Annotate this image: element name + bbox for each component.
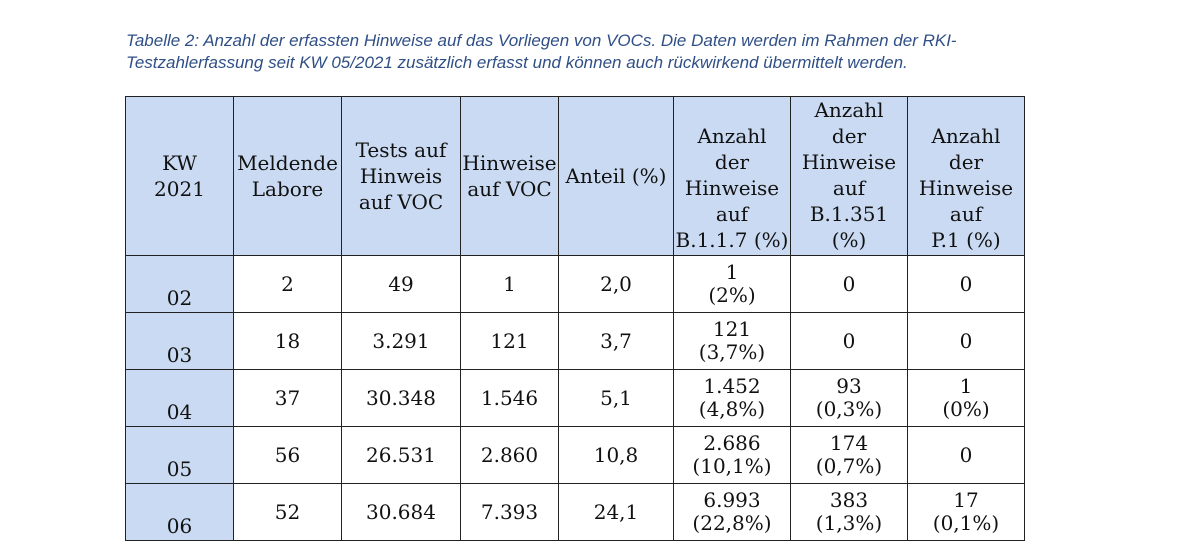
cell-hinweise: 1 — [461, 256, 559, 313]
cell-b117 — [674, 256, 791, 313]
cell-p1-line: 17 — [953, 488, 979, 512]
table-row — [126, 484, 1025, 541]
header-p1-line: Hinweise — [918, 176, 1014, 200]
cell-b117-line: 6.993 — [703, 488, 761, 512]
cell-hinweise: 1.546 — [461, 370, 559, 427]
cell-kw: 06 — [126, 484, 234, 541]
cell-p1-line: 0 — [959, 442, 973, 467]
cell-tests: 30.684 — [342, 484, 461, 541]
table-body — [126, 256, 1025, 541]
header-tests-line: Tests auf — [355, 138, 447, 162]
cell-b117-line: (22,8%) — [692, 511, 772, 535]
header-hinweise — [461, 97, 559, 256]
header-p1-line: Anzahl — [931, 124, 1001, 148]
header-b117-line: auf — [715, 202, 749, 226]
header-p1-line: der — [948, 150, 984, 174]
cell-kw: 04 — [126, 370, 234, 427]
cell-b1351 — [791, 484, 908, 541]
header-tests-line: Hinweis — [359, 164, 443, 188]
cell-anteil: 24,1 — [559, 484, 674, 541]
cell-anteil: 3,7 — [559, 313, 674, 370]
header-kw-line: KW — [162, 151, 197, 175]
cell-b1351-line: 383 — [829, 488, 869, 512]
header-b1351-line: Anzahl — [814, 98, 884, 122]
cell-b117-line: (3,7%) — [698, 340, 766, 364]
header-b1351-line: der — [831, 124, 867, 148]
cell-b1351 — [791, 256, 908, 313]
cell-tests: 3.291 — [342, 313, 461, 370]
table-row — [126, 427, 1025, 484]
cell-b117 — [674, 370, 791, 427]
cell-hinweise: 2.860 — [461, 427, 559, 484]
cell-p1 — [908, 256, 1025, 313]
cell-tests: 30.348 — [342, 370, 461, 427]
cell-b1351 — [791, 427, 908, 484]
voc-table — [125, 96, 1025, 541]
cell-b117-line: 1 — [725, 260, 739, 284]
header-b1351-line: B.1.351 (%) — [809, 202, 889, 252]
header-b117-line: der — [714, 150, 750, 174]
header-p1-line: P.1 (%) — [931, 228, 1001, 252]
cell-labore: 37 — [234, 370, 342, 427]
cell-anteil: 5,1 — [559, 370, 674, 427]
header-labore — [234, 97, 342, 256]
cell-b1351 — [791, 370, 908, 427]
cell-labore: 56 — [234, 427, 342, 484]
table-caption — [126, 30, 1126, 74]
cell-p1-line: 1 — [959, 374, 973, 398]
cell-p1 — [908, 427, 1025, 484]
header-b1351-line: Hinweise — [801, 150, 897, 174]
cell-p1-line: (0,1%) — [932, 511, 1000, 535]
cell-p1 — [908, 370, 1025, 427]
cell-b1351-line: 93 — [836, 374, 862, 398]
cell-b117-line: 121 — [712, 317, 752, 341]
cell-b117 — [674, 484, 791, 541]
cell-p1 — [908, 484, 1025, 541]
header-kw — [126, 97, 234, 256]
cell-b117-line: (2%) — [708, 283, 756, 307]
caption-line-2: Testzahlerfassung seit KW 05/2021 zusätzlich erfasst und können auch rückwirkend übermittelt werden. — [126, 53, 908, 72]
header-kw-line: 2021 — [154, 177, 205, 201]
cell-b117-line: 1.452 — [703, 374, 761, 398]
cell-b1351-line: 0 — [842, 271, 856, 296]
cell-p1-line: 0 — [959, 271, 973, 296]
header-b117 — [674, 97, 791, 256]
cell-anteil: 10,8 — [559, 427, 674, 484]
cell-kw: 02 — [126, 256, 234, 313]
cell-kw: 05 — [126, 427, 234, 484]
cell-b1351-line: (0,3%) — [815, 397, 883, 421]
header-labore-line: Labore — [251, 177, 324, 201]
cell-b1351-line: (1,3%) — [815, 511, 883, 535]
header-labore-line: Meldende — [237, 151, 338, 175]
header-b1351 — [791, 97, 908, 256]
cell-kw: 03 — [126, 313, 234, 370]
table-row — [126, 313, 1025, 370]
table-row — [126, 370, 1025, 427]
cell-hinweise: 121 — [461, 313, 559, 370]
header-b117-line: Hinweise — [684, 176, 780, 200]
cell-p1-line: 0 — [959, 328, 973, 353]
cell-p1-line: (0%) — [942, 397, 990, 421]
cell-b117-line: (10,1%) — [692, 454, 772, 478]
cell-b1351-line: 174 — [829, 431, 869, 455]
cell-b117-line: (4,8%) — [698, 397, 766, 421]
header-tests — [342, 97, 461, 256]
header-row — [126, 97, 1025, 256]
cell-labore: 52 — [234, 484, 342, 541]
cell-hinweise: 7.393 — [461, 484, 559, 541]
header-hinweise-line: Hinweise — [462, 151, 557, 175]
table-row — [126, 256, 1025, 313]
cell-anteil: 2,0 — [559, 256, 674, 313]
header-b117-line: B.1.1.7 (%) — [675, 228, 789, 252]
cell-b117 — [674, 427, 791, 484]
cell-b1351 — [791, 313, 908, 370]
caption-line-1: Tabelle 2: Anzahl der erfassten Hinweise auf das Vorliegen von VOCs. Die Daten werden im Rahmen der RKI- — [126, 31, 957, 50]
header-p1 — [908, 97, 1025, 256]
cell-b117 — [674, 313, 791, 370]
cell-labore: 2 — [234, 256, 342, 313]
header-p1-line: auf — [949, 202, 983, 226]
header-tests-line: auf VOC — [358, 190, 444, 214]
header-b117-line: Anzahl — [697, 124, 767, 148]
cell-labore: 18 — [234, 313, 342, 370]
header-anteil-line: Anteil (%) — [565, 164, 667, 188]
cell-b117-line: 2.686 — [703, 431, 761, 455]
header-anteil — [559, 97, 674, 256]
cell-p1 — [908, 313, 1025, 370]
cell-b1351-line: (0,7%) — [815, 454, 883, 478]
cell-tests: 49 — [342, 256, 461, 313]
header-hinweise-line: auf VOC — [467, 177, 552, 201]
header-b1351-line: auf — [832, 176, 866, 200]
cell-tests: 26.531 — [342, 427, 461, 484]
cell-b1351-line: 0 — [842, 328, 856, 353]
